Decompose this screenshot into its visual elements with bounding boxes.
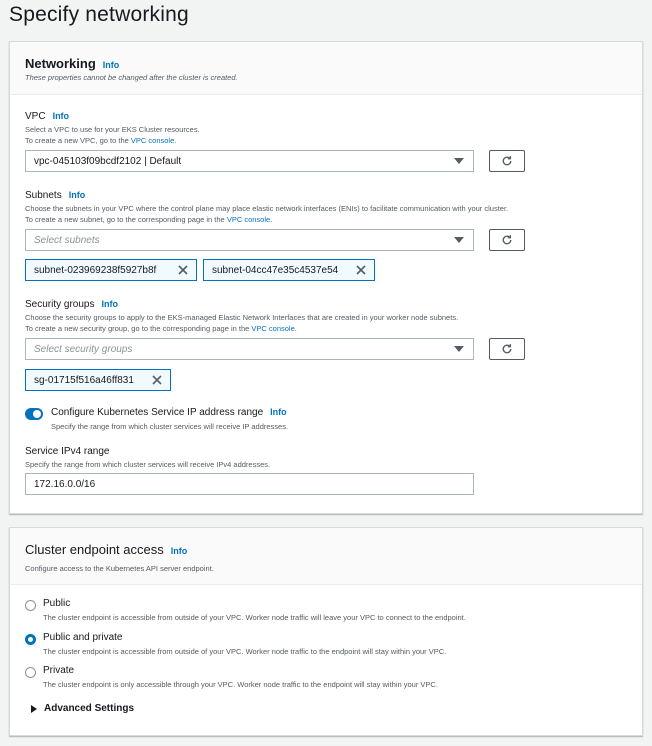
vpc-desc-suffix: .: [174, 136, 177, 145]
vpc-select-value: vpc-045103f09bcdf2102 | Default: [34, 155, 182, 167]
subnets-placeholder: Select subnets: [34, 234, 100, 246]
endpoint-panel: [9, 527, 643, 736]
security-groups-info-link[interactable]: Info: [101, 299, 118, 309]
vpc-desc-line2: [25, 135, 200, 146]
radio-public[interactable]: [25, 600, 36, 611]
vpc-label: [25, 111, 69, 122]
subnet-token: [203, 259, 375, 281]
k8s-ip-label: [51, 407, 287, 418]
subnets-desc: [25, 203, 508, 225]
security-groups-desc: [25, 312, 458, 334]
security-groups-label-text: Security groups: [25, 299, 95, 310]
security-groups-desc-suffix: .: [294, 324, 297, 333]
k8s-ip-desc: Specify the range from which cluster services will receive IP addresses.: [51, 422, 289, 431]
subnet-token-label: subnet-023969238f5927b8f: [34, 264, 157, 276]
ipv4-label-text: Service IPv4 range: [25, 446, 110, 457]
vpc-desc-line1: Select a VPC to use for your EKS Cluster resources.: [25, 125, 200, 134]
security-groups-vpc-console-link[interactable]: VPC console: [251, 324, 295, 333]
security-groups-select[interactable]: [25, 338, 474, 360]
security-group-token-label: sg-01715f516a46ff831: [34, 374, 134, 386]
ipv4-desc: Specify the range from which cluster services will receive IPv4 addresses.: [25, 460, 271, 469]
radio-private[interactable]: [25, 667, 36, 678]
subnets-info-link[interactable]: Info: [68, 190, 86, 200]
radio-public-and-private[interactable]: [25, 634, 36, 645]
close-icon[interactable]: [178, 265, 188, 275]
endpoint-info-link[interactable]: Info: [170, 546, 188, 556]
networking-desc: These properties cannot be changed after the cluster is created.: [25, 73, 238, 82]
vpc-console-link[interactable]: VPC console: [130, 136, 175, 145]
vpc-desc-prefix: To create a new VPC, go to the: [25, 136, 131, 145]
subnets-desc-line2: [25, 214, 508, 225]
security-groups-desc-prefix: To create a new security group, go to the corresponding page in the: [25, 324, 252, 333]
k8s-ip-info-link[interactable]: Info: [270, 407, 287, 417]
networking-title-text: Networking: [25, 56, 96, 71]
close-icon[interactable]: [356, 265, 366, 275]
subnet-token: [25, 259, 197, 281]
page-title: Specify networking: [9, 3, 189, 26]
radio-private-desc: The cluster endpoint is only accessible through your VPC. Worker node traffic to the endpoint will stay within your VPC.: [43, 680, 438, 689]
subnets-refresh-button[interactable]: [489, 229, 525, 251]
vpc-label-text: VPC: [25, 111, 46, 122]
endpoint-title-text: Cluster endpoint access: [25, 542, 164, 557]
refresh-icon: [501, 343, 513, 355]
radio-public-and-private-desc: The cluster endpoint is accessible from outside of your VPC. Worker node traffic to the endpoint will stay within your VPC.: [43, 647, 447, 656]
radio-public-label: Public: [43, 598, 71, 609]
subnets-label: [25, 190, 85, 201]
security-groups-desc-line2: [25, 323, 458, 334]
caret-right-icon: [31, 705, 37, 713]
networking-info-link[interactable]: Info: [102, 60, 120, 70]
vpc-refresh-button[interactable]: [489, 150, 525, 172]
security-groups-label: [25, 299, 118, 310]
radio-public-desc: The cluster endpoint is accessible from outside of your VPC. Worker node traffic will leave your VPC to connect to the endpoint.: [43, 613, 466, 622]
caret-down-icon: [454, 158, 464, 164]
radio-private-label: Private: [43, 665, 75, 676]
k8s-ip-range-toggle[interactable]: [25, 408, 43, 420]
subnets-desc-line1: Choose the subnets in your VPC where the control plane may place elastic network interfaces (ENIs) to facilitate communication with your cluster.: [25, 204, 509, 213]
subnets-select[interactable]: [25, 229, 474, 251]
ipv4-label: [25, 446, 110, 457]
networking-panel: [9, 41, 643, 514]
caret-down-icon: [454, 346, 464, 352]
security-group-token: [25, 369, 171, 391]
endpoint-desc: Configure access to the Kubernetes API server endpoint.: [25, 564, 214, 573]
advanced-settings-label: Advanced Settings: [44, 703, 135, 714]
close-icon[interactable]: [152, 375, 162, 385]
vpc-info-link[interactable]: Info: [52, 111, 70, 121]
subnets-vpc-console-link[interactable]: VPC console: [226, 215, 271, 224]
k8s-ip-label-text: Configure Kubernetes Service IP address range: [51, 407, 264, 418]
vpc-select[interactable]: [25, 150, 474, 172]
endpoint-title: [25, 542, 627, 557]
caret-down-icon: [454, 237, 464, 243]
security-groups-refresh-button[interactable]: [489, 338, 525, 360]
vpc-desc: [25, 124, 200, 146]
security-groups-desc-line1: Choose the security groups to apply to the EKS-managed Elastic Network Interfaces that are created in your worker node subnets.: [25, 313, 459, 322]
radio-public-and-private-label: Public and private: [43, 632, 123, 643]
networking-title: [25, 56, 627, 71]
subnets-desc-suffix: .: [270, 215, 273, 224]
ipv4-range-input[interactable]: [25, 473, 474, 495]
security-groups-placeholder: Select security groups: [34, 343, 133, 355]
refresh-icon: [501, 155, 513, 167]
subnet-token-label: subnet-04cc47e35c4537e54: [212, 264, 339, 276]
refresh-icon: [501, 234, 513, 246]
networking-header: [10, 42, 642, 95]
subnets-label-text: Subnets: [25, 190, 62, 201]
subnets-desc-prefix: To create a new subnet, go to the corresponding page in the: [25, 215, 227, 224]
endpoint-header: [10, 528, 642, 585]
advanced-settings-expander[interactable]: [31, 703, 134, 714]
